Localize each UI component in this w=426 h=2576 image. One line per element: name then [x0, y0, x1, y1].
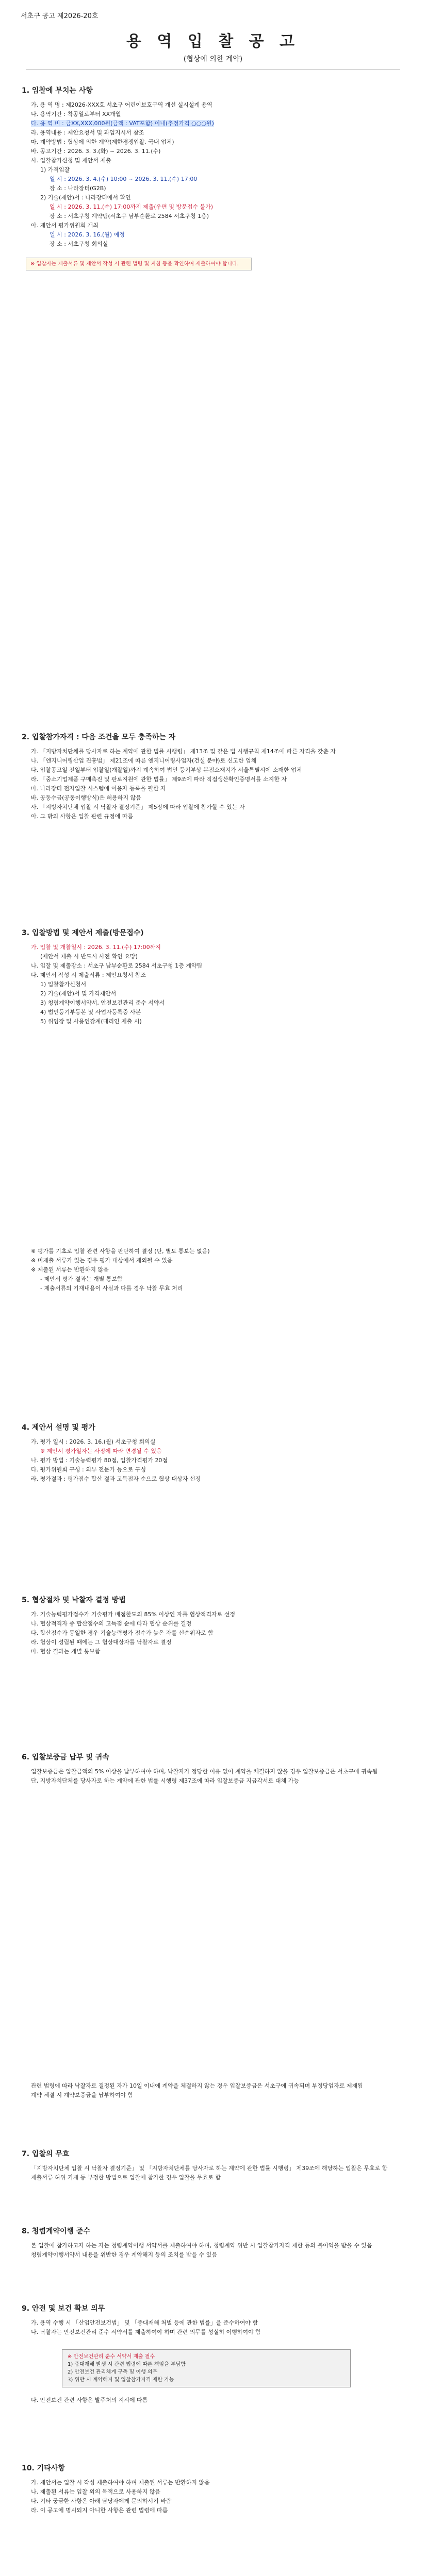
s3-line: 4) 법인등기부등본 및 사업자등록증 사본 [40, 1009, 141, 1015]
section-heading: 6. 입찰보증금 납부 및 귀속 [22, 1753, 109, 1761]
s5-line: 다. 합산점수가 동일한 경우 기술능력평가 점수가 높은 자를 선순위자로 함 [31, 1630, 214, 1636]
section-heading: 1. 입찰에 부치는 사항 [22, 87, 93, 95]
s2-line: 사. 「지방자치단체 입찰 시 낙찰자 결정기준」 제5장에 따라 입찰에 참가할 수 있는 자 [31, 804, 245, 810]
s1-line: 아. 제안서 평가위원회 개최 [31, 222, 99, 229]
s4-line: 라. 평가결과 : 평가점수 합산 결과 고득점자 순으로 협상 대상자 선정 [31, 1476, 201, 1482]
section-heading: 8. 청렴계약이행 준수 [22, 2227, 90, 2235]
s1-line: 바. 공고기간 : 2026. 3. 3.(화) ~ 2026. 3. 11.(수) [31, 148, 161, 155]
s3-note: ※ 평가를 기초로 입찰 관련 사항을 판단하여 결정 (단, 별도 통보는 없음) [31, 1248, 210, 1255]
section-heading: 9. 안전 및 보건 확보 의무 [22, 2304, 105, 2313]
section-10 [22, 2463, 403, 2515]
s9-line: 다. 안전보건 관련 사항은 발주처의 지시에 따름 [31, 2397, 148, 2403]
s2-line: 바. 공동수급(공동이행방식)은 허용하지 않음 [31, 794, 141, 801]
s1-line: 2) 기술(제안)서 : 나라장터에서 확인 [40, 194, 131, 201]
s1-line: 장 소 : 서초구청 회의실 [50, 241, 108, 247]
s2-line: 가. 「지방자치단체를 당사자로 하는 계약에 관한 법률 시행령」 제13조 및 같은 법 시행규칙 제14조에 따른 자격을 갖춘 자 [31, 748, 336, 755]
s9-box-line: ※ 안전보건관리 준수 서약서 제출 필수 [68, 2354, 155, 2360]
s3-line: 3) 청렴계약이행서약서, 안전보건관리 준수 서약서 [40, 999, 165, 1006]
section-9 [22, 2303, 403, 2337]
notice-number: 서초구 공고 제2026-20호 [21, 12, 99, 20]
s2-line: 아. 그 밖의 사항은 입찰 관련 규정에 따름 [31, 813, 133, 820]
s3-line: 가. 입찰 및 개찰일시 : 2026. 3. 11.(수) 17:00까지 [31, 944, 161, 951]
section-3 [22, 927, 403, 1026]
s6-line: 단, 지방자치단체를 당사자로 하는 계약에 관한 법률 시행령 제37조에 따라 입찰보증금 지급각서로 대체 가능 [31, 1777, 299, 1784]
s4-line: 다. 평가위원회 구성 : 외부 전문가 등으로 구성 [31, 1466, 146, 1473]
section-9-extra [22, 2396, 403, 2405]
s1-line: 일 시 : 2026. 3. 11.(수) 17:00까지 제출(우편 및 방문접수 불가) [50, 204, 214, 210]
s1-line: 1) 가격입찰 [40, 166, 70, 173]
s1-line: 사. 입찰참가신청 및 제안서 제출 [31, 157, 111, 164]
s3-note: ※ 미제출 서류가 있는 경우 평가 대상에서 제외될 수 있음 [31, 1257, 173, 1264]
s10-line: 라. 이 공고에 명시되지 아니한 사항은 관련 법령에 따름 [31, 2507, 168, 2514]
s4-line: 나. 평가 방법 : 기술능력평가 80점, 입찰가격평가 20점 [31, 1457, 168, 1464]
s1-line: 가. 용 역 명 : 제2026-XXX호 서초구 어린이보호구역 개선 실시설계 용역 [31, 101, 212, 108]
s1-line: 나. 용역기간 : 착공일로부터 XX개월 [31, 111, 121, 117]
s1-line: 마. 계약방법 : 협상에 의한 계약(제한경쟁입찰, 국내 업체) [31, 139, 174, 145]
s6-line: 입찰보증금은 입찰금액의 5% 이상을 납부하여야 하며, 낙찰자가 정당한 이유 없이 계약을 체결하지 않을 경우 입찰보증금은 서초구에 귀속됨 [31, 1768, 378, 1775]
section-8 [22, 2226, 403, 2260]
notice-page [15, 0, 411, 2576]
s2-line: 라. 「중소기업제품 구매촉진 및 판로지원에 관한 법률」 제9조에 따라 직접생산확인증명서를 소지한 자 [31, 776, 287, 783]
s1-line: 일 시 : 2026. 3. 16.(월) 예정 [50, 231, 125, 238]
section-heading: 2. 입찰참가자격 : 다음 조건을 모두 충족하는 자 [22, 733, 176, 741]
s6b-line: 계약 체결 시 계약보증금을 납부하여야 함 [31, 2092, 134, 2098]
section-heading: 5. 협상절차 및 낙찰자 결정 방법 [22, 1596, 126, 1604]
s4-line: ※ 제안서 평가일자는 사정에 따라 변경될 수 있음 [40, 1448, 162, 1454]
page-title: 용 역 입 찰 공 고 [126, 32, 300, 50]
s3-line: 1) 입찰참가신청서 [40, 981, 87, 988]
s3-line: 나. 입찰 및 제출장소 : 서초구 남부순환로 2584 서초구청 1층 계약팀 [31, 962, 203, 969]
s3-note: ※ 제출된 서류는 반환하지 않음 [31, 1266, 109, 1273]
s6b-line: 관련 법령에 따라 낙찰자로 결정된 자가 10일 이내에 계약을 체결하지 않는 경우 입찰보증금은 서초구에 귀속되며 부정당업자로 제재됨 [31, 2082, 363, 2089]
section-5 [22, 1595, 403, 1656]
section-4 [22, 1422, 403, 1484]
page-subtitle: (협상에 의한 계약) [183, 55, 243, 63]
section-1 [22, 85, 403, 249]
s10-line: 다. 기타 궁금한 사항은 아래 담당자에게 문의하시기 바람 [31, 2498, 172, 2504]
section-7 [22, 2148, 403, 2182]
s1-line: 일 시 : 2026. 3. 4.(수) 10:00 ~ 2026. 3. 11.(수) 17:00 [50, 176, 198, 182]
s9-box-line: 1) 중대재해 발생 시 관련 법령에 따른 책임을 부담함 [68, 2362, 186, 2367]
s1-line: 라. 용역내용 : 제안요청서 및 과업지시서 참조 [31, 129, 144, 136]
section-3-notes [22, 1247, 403, 1293]
section-heading: 10. 기타사항 [22, 2464, 65, 2472]
section-6 [22, 1752, 403, 1786]
s1-note-box: ※ 입찰자는 제출서류 및 제안서 작성 시 관련 법령 및 지침 등을 확인하여 제출하여야 합니다. [26, 258, 252, 270]
s2-line: 다. 입찰공고일 전일부터 입찰일(개찰일)까지 계속하여 법인 등기부상 본점소재지가 서울특별시에 소재한 업체 [31, 767, 302, 773]
s8-line: 청렴계약이행서약서 내용을 위반한 경우 계약해지 등의 조치를 받을 수 있음 [31, 2251, 217, 2258]
s9-box-line: 3) 위반 시 계약해지 및 입찰참가자격 제한 가능 [68, 2377, 174, 2383]
s9-notice-box [62, 2349, 351, 2387]
s5-line: 라. 협상이 성립된 때에는 그 협상대상자를 낙찰자로 결정 [31, 1639, 172, 1646]
s2-line: 나. 「엔지니어링산업 진흥법」 제21조에 따른 엔지니어링사업자(건설 분야)로 신고한 업체 [31, 757, 257, 764]
section-heading: 3. 입찰방법 및 제안서 제출(방문접수) [22, 929, 144, 937]
s1-line: 장 소 : 서초구청 계약팀(서초구 남부순환로 2584 서초구청 1층) [50, 213, 209, 219]
s7-line: 「지방자치단체 입찰 시 낙찰자 결정기준」 및 「지방자치단체를 당사자로 하는 계약에 관한 법률 시행령」 제39조에 해당하는 입찰은 무효로 함 [31, 2165, 388, 2172]
s2-line: 마. 나라장터 전자입찰 시스템에 이용자 등록을 필한 자 [31, 785, 166, 792]
s9-box-line: 2) 안전보건 관리체계 구축 및 이행 의무 [68, 2369, 158, 2375]
s9-line: 가. 용역 수행 시 「산업안전보건법」 및 「중대재해 처벌 등에 관한 법률」을 준수하여야 함 [31, 2319, 258, 2326]
s3-line: (제안서 제출 시 반드시 사전 확인 요망) [40, 953, 138, 960]
s9-line: 나. 낙찰자는 안전보건관리 준수 서약서를 제출하여야 하며 관련 의무를 성실히 이행하여야 함 [31, 2329, 261, 2335]
s7-line: 제출서류 허위 기재 등 부정한 방법으로 입찰에 참가한 경우 입찰을 무효로 함 [31, 2174, 221, 2181]
section-heading: 4. 제안서 설명 및 평가 [22, 1423, 95, 1432]
s4-line: 가. 평가 일시 : 2026. 3. 16.(월) 서초구청 회의실 [31, 1438, 156, 1445]
s3-note: - 제안서 평가 결과는 개별 통보함 [40, 1276, 123, 1282]
s8-line: 본 입찰에 참가하고자 하는 자는 청렴계약이행 서약서를 제출하여야 하며, 청렴계약 위반 시 입찰참가자격 제한 등의 불이익을 받을 수 있음 [31, 2242, 372, 2249]
s3-line: 2) 기술(제안)서 및 가격제안서 [40, 990, 117, 997]
section-heading: 7. 입찰의 무효 [22, 2150, 70, 2158]
section-2 [22, 732, 403, 821]
s5-line: 나. 협상적격자 중 합산점수의 고득점 순에 따라 협상 순위를 결정 [31, 1620, 192, 1627]
s3-line: 5) 위임장 및 사용인감계(대리인 제출 시) [40, 1018, 142, 1025]
s10-line: 가. 제안서는 입찰 시 작성 제출하여야 하며 제출된 서류는 반환하지 않음 [31, 2479, 210, 2486]
s5-line: 마. 협상 결과는 개별 통보함 [31, 1648, 101, 1655]
s1-budget-line: 다. 용 역 비 : 금XX,XXX,000원(금액 : VAT포함) 이내(추정가격 ○○○원) [31, 120, 214, 127]
s3-line: 다. 제안서 작성 시 제출서류 : 제안요청서 참조 [31, 972, 146, 978]
s3-note: - 제출서류의 기재내용이 사실과 다를 경우 낙찰 무효 처리 [40, 1285, 183, 1292]
s1-line: 장 소 : 나라장터(G2B) [50, 185, 106, 192]
section-6-extra [22, 2081, 403, 2100]
s10-line: 나. 제출된 서류는 입찰 외의 목적으로 사용하지 않음 [31, 2488, 161, 2495]
s5-line: 가. 기술능력평가점수가 기술평가 배점한도의 85% 이상인 자를 협상적격자로 선정 [31, 1611, 235, 1618]
